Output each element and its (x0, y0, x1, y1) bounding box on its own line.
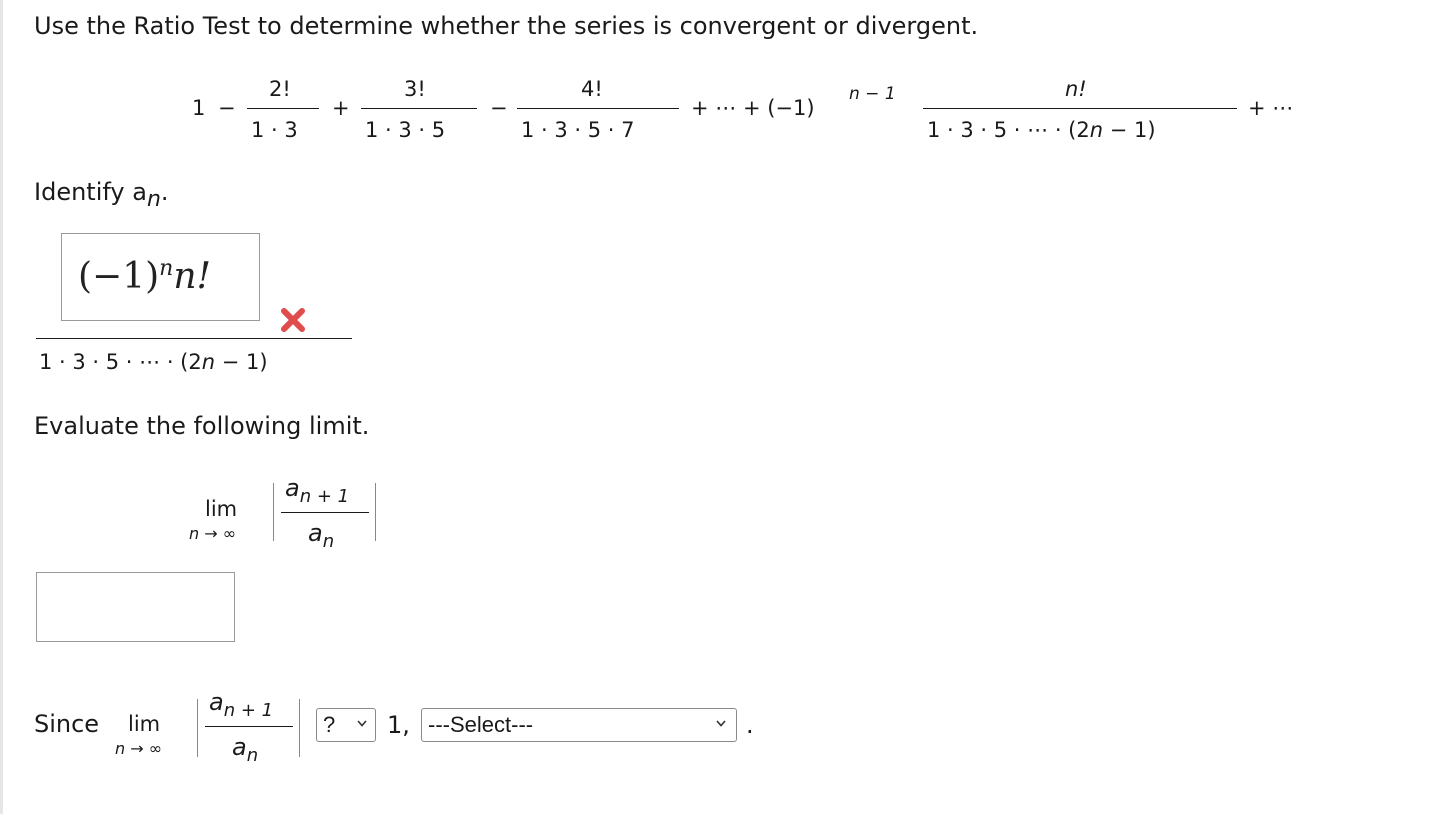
series-num-1: 2! (269, 77, 291, 101)
series-den-3: 1 · 3 · 5 · 7 (521, 118, 635, 142)
series-num-3: 4! (581, 77, 603, 101)
limit-denominator: $a_n$ (308, 519, 335, 552)
an-fraction-bar (36, 338, 352, 339)
comparison-dropdown-value: ? (323, 712, 336, 737)
series-den-2: 1 · 3 · 5 (365, 118, 446, 142)
fraction-bar (247, 108, 319, 109)
lim-word: lim (205, 497, 238, 521)
conclusion-denominator: $a_n$ (232, 733, 259, 766)
conclusion-numerator: $a_{n + 1}$ (209, 688, 274, 721)
limit-fraction-bar (281, 512, 369, 513)
series-middle-exponent: n − 1 (849, 84, 896, 104)
series-op-3: − (490, 96, 508, 120)
series-op-1: − (218, 96, 236, 120)
fraction-bar (361, 108, 477, 109)
conclusion-abs-bar-right (299, 699, 300, 757)
conclusion-fraction-bar (205, 726, 293, 727)
incorrect-icon (279, 306, 307, 334)
series-num-2: 3! (404, 77, 426, 101)
since-label: Since (34, 710, 100, 738)
conclusion-lim-word: lim (128, 712, 161, 736)
fraction-bar (517, 108, 679, 109)
question-prompt: Use the Ratio Test to determine whether the series is convergent or divergent. (34, 12, 979, 40)
an-answer-value: $(-1)^nn$! (78, 256, 211, 297)
chevron-down-icon (716, 718, 726, 728)
an-answer-field[interactable] (61, 233, 260, 321)
conclusion-abs-bar-left (197, 699, 198, 757)
comparison-dropdown[interactable] (316, 708, 376, 742)
limit-numerator: $a_{n + 1}$ (285, 474, 350, 507)
abs-bar-right (375, 483, 376, 541)
series-den-1: 1 · 3 (251, 118, 298, 142)
series-den-general: 1 · 3 · 5 · ⋯ · (2n − 1) (927, 118, 1156, 142)
comparison-value-text: 1, (387, 711, 410, 739)
result-dropdown[interactable] (421, 708, 737, 742)
series-tail: + ⋯ (1248, 96, 1294, 120)
limit-answer-field[interactable] (36, 572, 235, 642)
conclusion-end: . (746, 711, 754, 739)
an-denominator: 1 · 3 · 5 · ⋯ · (2n − 1) (39, 350, 268, 374)
lim-subscript: n → ∞ (189, 524, 237, 543)
series-middle: + ⋯ + (−1) (691, 96, 815, 120)
series-op-2: + (332, 96, 350, 120)
identify-label: Identify $a_n$. (34, 178, 169, 212)
result-dropdown-value: ---Select--- (428, 712, 534, 737)
chevron-down-icon (357, 718, 367, 728)
fraction-bar (923, 108, 1237, 109)
limit-label: Evaluate the following limit. (34, 412, 370, 440)
series-num-general: n! (1065, 77, 1087, 101)
abs-bar-left (273, 483, 274, 541)
conclusion-lim-subscript: n → ∞ (115, 739, 163, 758)
series-term-1: 1 (192, 96, 206, 120)
